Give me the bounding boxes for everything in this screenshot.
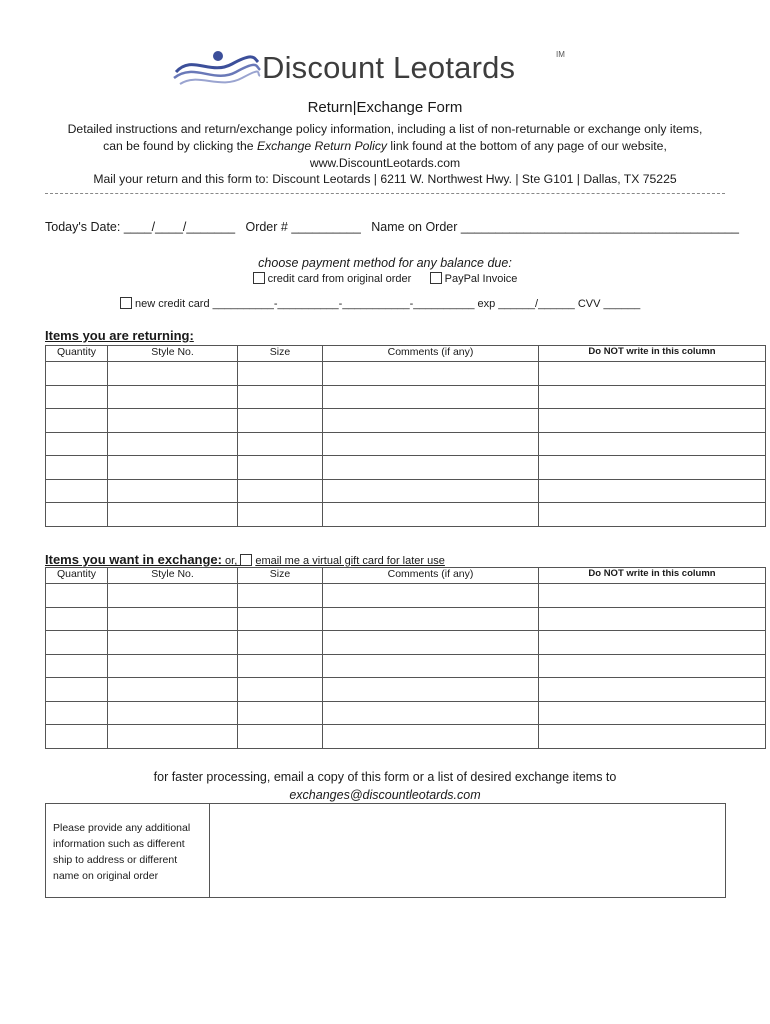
table-row bbox=[46, 503, 766, 527]
table-cell[interactable] bbox=[323, 631, 539, 655]
or-text: or, bbox=[222, 555, 241, 567]
table-cell[interactable] bbox=[108, 584, 238, 608]
intro-text bbox=[0, 121, 770, 172]
intro-line-2-start: can be found by clicking the bbox=[103, 139, 257, 153]
wave-logo-icon bbox=[170, 44, 262, 94]
table-cell[interactable] bbox=[238, 584, 323, 608]
table-row bbox=[46, 678, 766, 702]
table-cell bbox=[539, 654, 766, 678]
table-cell[interactable] bbox=[323, 607, 539, 631]
exchange-table bbox=[45, 567, 766, 749]
logo bbox=[170, 44, 590, 94]
table-cell[interactable] bbox=[238, 385, 323, 409]
gift-card-checkbox[interactable] bbox=[240, 554, 252, 566]
table-cell[interactable] bbox=[323, 701, 539, 725]
table-cell[interactable] bbox=[323, 725, 539, 749]
office-use-header: Do NOT write in this column bbox=[539, 346, 766, 362]
table-cell bbox=[539, 701, 766, 725]
table-cell[interactable] bbox=[46, 503, 108, 527]
size-header: Size bbox=[238, 568, 323, 584]
table-cell bbox=[539, 362, 766, 386]
exchange-title-row bbox=[45, 552, 445, 567]
table-cell[interactable] bbox=[46, 409, 108, 433]
table-cell[interactable] bbox=[238, 701, 323, 725]
table-cell[interactable] bbox=[238, 678, 323, 702]
table-cell[interactable] bbox=[108, 409, 238, 433]
exchange-email-link[interactable]: exchanges@discountleotards.com bbox=[289, 788, 481, 802]
table-cell[interactable] bbox=[108, 479, 238, 503]
gift-card-label: email me a virtual gift card for later use bbox=[255, 555, 445, 567]
table-cell[interactable] bbox=[46, 479, 108, 503]
info-line: name on original order bbox=[53, 870, 159, 882]
table-cell[interactable] bbox=[323, 479, 539, 503]
exchange-title: Items you want in exchange: bbox=[45, 552, 222, 567]
table-cell[interactable] bbox=[108, 385, 238, 409]
new-credit-card-row bbox=[120, 297, 640, 310]
table-cell[interactable] bbox=[46, 678, 108, 702]
additional-info-box bbox=[45, 803, 726, 898]
paypal-checkbox[interactable] bbox=[430, 272, 442, 284]
table-row bbox=[46, 479, 766, 503]
date-field[interactable]: Today's Date: ____/____/_______ bbox=[45, 220, 236, 234]
comments-header: Comments (if any) bbox=[323, 346, 539, 362]
form-title: Return|Exchange Form bbox=[307, 99, 463, 116]
table-cell[interactable] bbox=[238, 432, 323, 456]
table-cell[interactable] bbox=[46, 385, 108, 409]
table-row bbox=[46, 701, 766, 725]
brand-name: Discount Leotards bbox=[262, 50, 516, 85]
table-cell[interactable] bbox=[238, 631, 323, 655]
table-cell[interactable] bbox=[46, 654, 108, 678]
order-number-field[interactable]: Order # __________ bbox=[245, 220, 361, 234]
table-row bbox=[46, 654, 766, 678]
table-cell[interactable] bbox=[46, 584, 108, 608]
table-cell[interactable] bbox=[108, 701, 238, 725]
mail-address-line: Mail your return and this form to: Discount Leotards | 6211 W. Northwest Hwy. | Ste G101 | Dallas, TX 75225 bbox=[93, 172, 677, 186]
table-cell[interactable] bbox=[108, 456, 238, 480]
table-cell[interactable] bbox=[46, 362, 108, 386]
paypal-label: PayPal Invoice bbox=[444, 273, 518, 285]
table-row bbox=[46, 385, 766, 409]
table-cell[interactable] bbox=[238, 409, 323, 433]
table-cell bbox=[539, 503, 766, 527]
table-cell bbox=[539, 432, 766, 456]
table-cell[interactable] bbox=[108, 607, 238, 631]
table-cell[interactable] bbox=[238, 607, 323, 631]
comments-header: Comments (if any) bbox=[323, 568, 539, 584]
table-cell[interactable] bbox=[323, 456, 539, 480]
table-cell[interactable] bbox=[323, 678, 539, 702]
divider bbox=[45, 193, 725, 194]
table-cell[interactable] bbox=[238, 503, 323, 527]
table-header-row bbox=[46, 568, 766, 584]
table-cell[interactable] bbox=[323, 432, 539, 456]
quantity-header: Quantity bbox=[46, 568, 108, 584]
table-cell bbox=[539, 479, 766, 503]
table-row bbox=[46, 409, 766, 433]
table-cell bbox=[539, 409, 766, 433]
payment-method-title: choose payment method for any balance due: bbox=[258, 256, 512, 270]
table-cell[interactable] bbox=[108, 654, 238, 678]
info-line: information such as different bbox=[53, 838, 185, 850]
table-cell[interactable] bbox=[238, 362, 323, 386]
table-cell bbox=[539, 456, 766, 480]
table-cell bbox=[539, 725, 766, 749]
table-cell[interactable] bbox=[46, 456, 108, 480]
additional-info-input[interactable] bbox=[210, 804, 725, 897]
original-card-label: credit card from original order bbox=[267, 273, 412, 285]
style-header: Style No. bbox=[108, 568, 238, 584]
returning-title: Items you are returning: bbox=[45, 328, 194, 343]
intro-line-2 bbox=[0, 138, 770, 155]
table-cell[interactable] bbox=[238, 654, 323, 678]
table-row bbox=[46, 725, 766, 749]
size-header: Size bbox=[238, 346, 323, 362]
table-cell[interactable] bbox=[108, 631, 238, 655]
table-cell[interactable] bbox=[323, 385, 539, 409]
website-url[interactable]: www.DiscountLeotards.com bbox=[309, 156, 461, 170]
faster-line: for faster processing, email a copy of this form or a list of desired exchange items to bbox=[153, 770, 617, 784]
office-use-header: Do NOT write in this column bbox=[539, 568, 766, 584]
table-cell bbox=[539, 584, 766, 608]
style-header: Style No. bbox=[108, 346, 238, 362]
table-row bbox=[46, 362, 766, 386]
table-cell bbox=[539, 385, 766, 409]
table-cell[interactable] bbox=[323, 584, 539, 608]
table-cell[interactable] bbox=[46, 725, 108, 749]
quantity-header: Quantity bbox=[46, 346, 108, 362]
table-cell bbox=[539, 678, 766, 702]
returning-table bbox=[45, 345, 766, 527]
intro-line-2-end: link found at the bottom of any page of our website, bbox=[387, 139, 667, 153]
table-row bbox=[46, 432, 766, 456]
table-cell[interactable] bbox=[108, 678, 238, 702]
table-cell[interactable] bbox=[46, 701, 108, 725]
table-cell[interactable] bbox=[46, 631, 108, 655]
table-cell[interactable] bbox=[323, 362, 539, 386]
table-cell[interactable] bbox=[238, 456, 323, 480]
table-cell[interactable] bbox=[46, 432, 108, 456]
table-cell bbox=[539, 631, 766, 655]
table-cell[interactable] bbox=[46, 607, 108, 631]
table-cell[interactable] bbox=[108, 432, 238, 456]
table-cell[interactable] bbox=[238, 479, 323, 503]
table-cell[interactable] bbox=[108, 725, 238, 749]
exchange-return-policy-link[interactable]: Exchange Return Policy bbox=[256, 139, 388, 153]
trademark-mark: IM bbox=[556, 50, 565, 59]
table-header-row bbox=[46, 346, 766, 362]
table-cell[interactable] bbox=[323, 503, 539, 527]
info-line: ship to address or different bbox=[53, 854, 178, 866]
name-on-order-field[interactable]: Name on Order ________________________________________ bbox=[371, 220, 739, 234]
table-cell[interactable] bbox=[323, 654, 539, 678]
table-row bbox=[46, 607, 766, 631]
table-row bbox=[46, 456, 766, 480]
new-card-checkbox[interactable] bbox=[120, 297, 132, 309]
payment-options bbox=[0, 272, 770, 285]
new-card-field[interactable]: new credit card __________-__________-___________-__________ exp ______/______ CVV ______ bbox=[135, 298, 641, 310]
table-cell[interactable] bbox=[108, 503, 238, 527]
table-cell[interactable] bbox=[238, 725, 323, 749]
additional-info-label bbox=[53, 820, 208, 884]
original-card-checkbox[interactable] bbox=[253, 272, 265, 284]
info-line: Please provide any additional bbox=[53, 822, 191, 834]
intro-line-1: Detailed instructions and return/exchange policy information, including a list of non-returnable or exchange only items, bbox=[67, 122, 703, 136]
additional-info-label-cell bbox=[46, 804, 210, 897]
table-cell[interactable] bbox=[108, 362, 238, 386]
table-cell[interactable] bbox=[323, 409, 539, 433]
table-row bbox=[46, 584, 766, 608]
faster-processing-note bbox=[0, 768, 770, 804]
order-fields bbox=[45, 220, 739, 234]
table-row bbox=[46, 631, 766, 655]
table-cell bbox=[539, 607, 766, 631]
